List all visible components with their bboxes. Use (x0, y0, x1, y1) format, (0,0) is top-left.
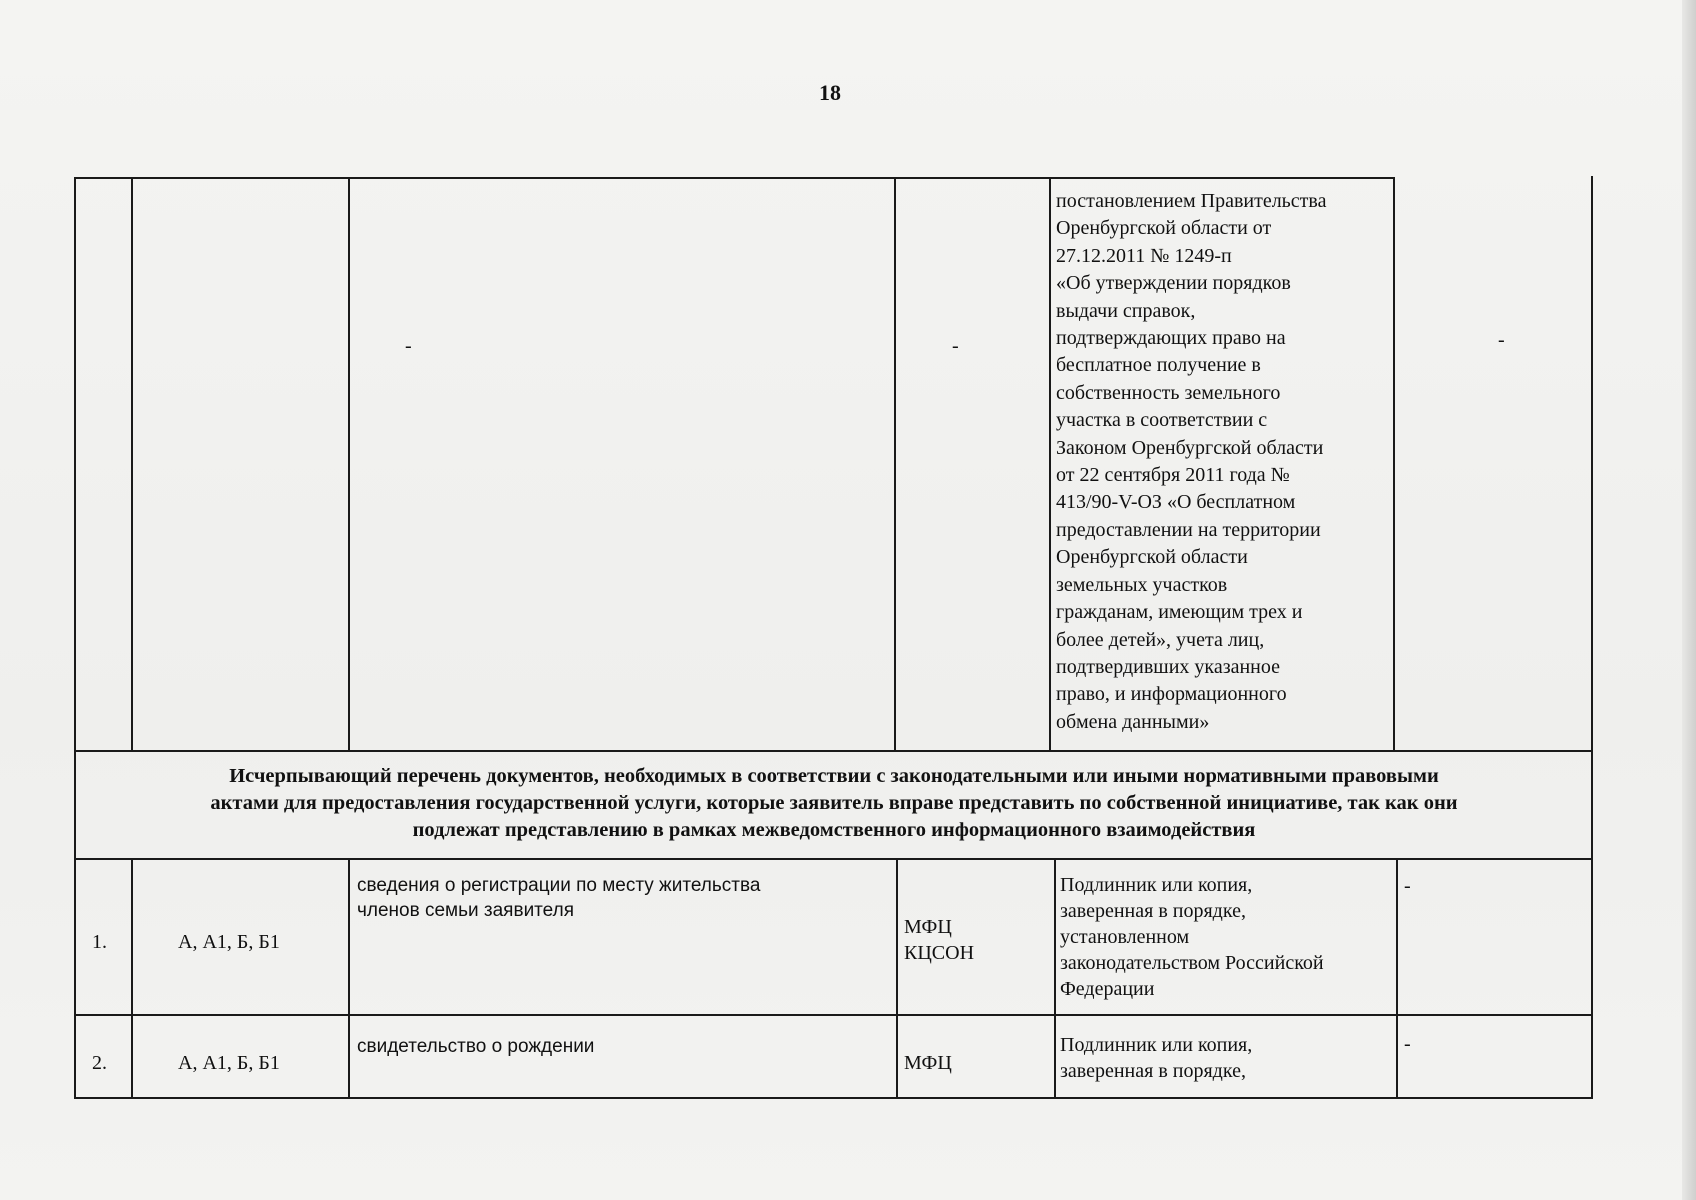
section-heading-line: подлежат представлению в рамках межведомственного информационного взаимодействия (412, 819, 1256, 841)
dash-col6: - (1498, 329, 1505, 351)
row-document-line: свидетельство о рождении (357, 1036, 595, 1057)
row-note: - (1404, 875, 1411, 897)
row-form (1060, 872, 1394, 1012)
dash-col4: - (952, 335, 959, 357)
row-categories: А, А1, Б, Б1 (178, 931, 280, 953)
legal-basis-line: Законом Оренбургской области (1056, 436, 1324, 459)
legal-basis-line: собственность земельного (1056, 381, 1281, 404)
legal-basis-line: участка в соответствии с (1056, 409, 1268, 432)
row-organization (904, 914, 1052, 970)
row-form-line: законодательством Российской (1060, 952, 1324, 974)
legal-basis-line: обмена данными» (1056, 710, 1210, 733)
page-number: 18 (819, 80, 841, 105)
dash-col3: - (405, 335, 412, 357)
row-form-line: Подлинник или копия, (1060, 874, 1253, 896)
legal-basis-line: гражданам, имеющим трех и (1056, 601, 1303, 624)
row-form-line: заверенная в порядке, (1060, 1060, 1246, 1082)
row-categories: А, А1, Б, Б1 (178, 1052, 280, 1074)
legal-basis-line: Оренбургской области (1056, 546, 1248, 569)
row-note: - (1404, 1033, 1411, 1055)
legal-basis-line: предоставлении на территории (1056, 518, 1321, 541)
legal-basis-line: 27.12.2011 № 1249-п (1056, 244, 1232, 267)
row-number: 2. (92, 1052, 107, 1074)
row-document (357, 873, 893, 933)
legal-basis-line: «Об утверждении порядков (1056, 272, 1291, 295)
legal-basis-line: право, и информационного (1056, 683, 1287, 706)
legal-basis-line: 413/90-V-ОЗ «О бесплатном (1056, 491, 1296, 514)
row-form-line: Подлинник или копия, (1060, 1034, 1253, 1056)
row-form-line: заверенная в порядке, (1060, 900, 1246, 922)
row-document (357, 1034, 893, 1064)
row-form-line: установленном (1060, 926, 1190, 948)
legal-basis-line: подтверждающих право на (1056, 327, 1286, 350)
legal-basis-line: Оренбургской области от (1056, 217, 1272, 240)
legal-basis-cell (1056, 188, 1392, 748)
row-form-line: Федерации (1060, 978, 1155, 1000)
row-organization-line: МФЦ (904, 1052, 952, 1074)
section-heading-line: Исчерпывающий перечень документов, необходимых в соответствии с законодательными или иными нормативными правовыми (229, 765, 1439, 787)
legal-basis-line: от 22 сентября 2011 года № (1056, 464, 1290, 487)
legal-basis-line: земельных участков (1056, 573, 1228, 596)
row-organization-line: КЦСОН (904, 942, 975, 964)
legal-basis-line: бесплатное получение в (1056, 354, 1261, 377)
row-document-line: членов семьи заявителя (357, 900, 574, 921)
row-organization-line: МФЦ (904, 916, 952, 938)
row-form (1060, 1032, 1394, 1094)
section-heading (78, 763, 1590, 855)
row-number: 1. (92, 931, 107, 953)
row-organization (904, 1050, 1052, 1078)
legal-basis-line: постановлением Правительства (1056, 190, 1327, 212)
section-heading-line: актами для предоставления государственной услуги, которые заявитель вправе представить по собственной инициативе, так как они (210, 792, 1458, 814)
row-document-line: сведения о регистрации по месту жительства (357, 875, 761, 896)
legal-basis-line: более детей», учета лиц, (1056, 628, 1265, 651)
legal-basis-line: выдачи справок, (1056, 299, 1196, 322)
scan-edge (1682, 0, 1696, 1200)
legal-basis-line: подтвердивших указанное (1056, 655, 1281, 678)
